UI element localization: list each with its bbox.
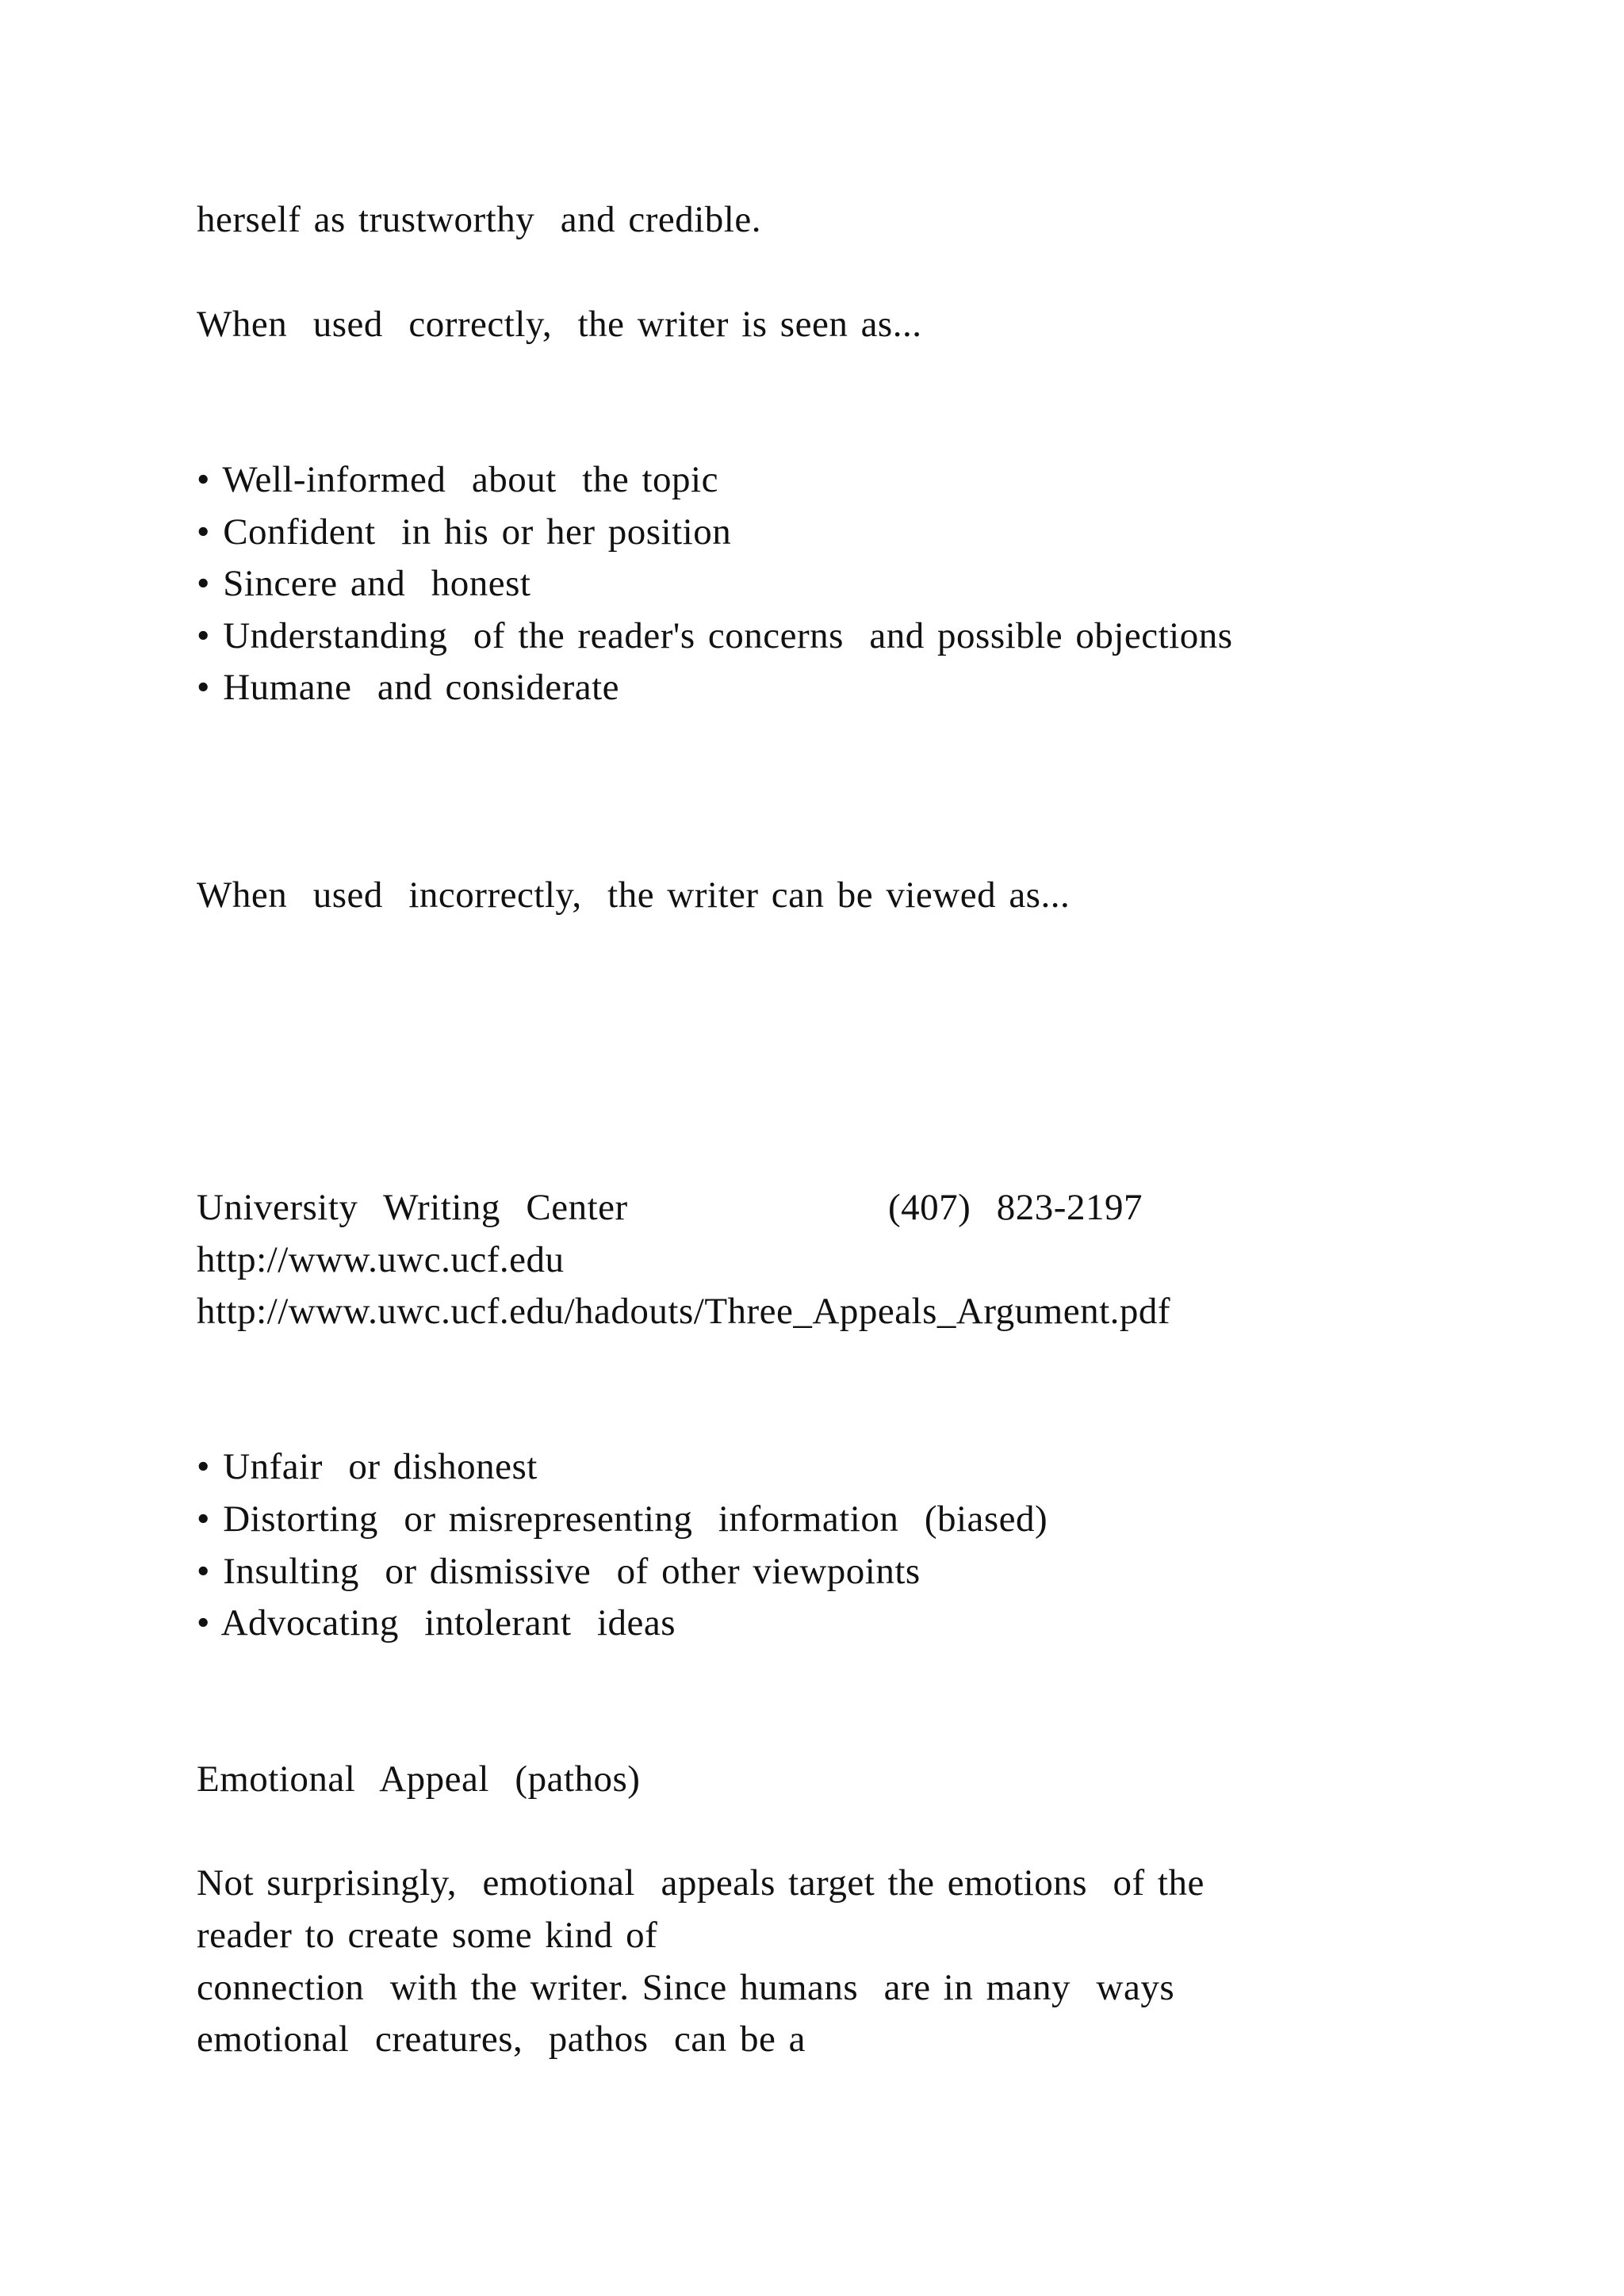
incorrect-intro: When used incorrectly, the writer can be viewed as... xyxy=(197,874,1071,916)
list-item: • Distorting or misrepresenting information (biased) xyxy=(197,1498,1048,1540)
pathos-heading: Emotional Appeal (pathos) xyxy=(197,1758,641,1800)
list-item: • Unfair or dishonest xyxy=(197,1446,538,1487)
list-item: • Understanding of the reader's concerns and possible objections xyxy=(197,615,1233,656)
intro-line-1: herself as trustworthy and credible. xyxy=(197,199,761,240)
footer-phone: (407) 823-2197 xyxy=(888,1187,1143,1228)
list-item: • Insulting or dismissive of other viewpoints xyxy=(197,1551,921,1592)
paragraph-line: connection with the writer. Since humans are in many ways xyxy=(197,1967,1175,2008)
list-item: • Advocating intolerant ideas xyxy=(197,1602,676,1644)
footer-url-1: http://www.uwc.ucf.edu xyxy=(197,1239,565,1280)
footer-url-2: http://www.uwc.ucf.edu/hadouts/Three_Appeals_Argument.pdf xyxy=(197,1291,1171,1332)
list-item: • Well-informed about the topic xyxy=(197,459,718,500)
footer-center-name: University Writing Center xyxy=(197,1187,628,1228)
intro-line-2: When used correctly, the writer is seen as... xyxy=(197,304,922,345)
list-item: • Sincere and honest xyxy=(197,563,531,604)
paragraph-line: emotional creatures, pathos can be a xyxy=(197,2019,806,2060)
list-item: • Confident in his or her position xyxy=(197,511,732,553)
paragraph-line: reader to create some kind of xyxy=(197,1915,658,1956)
list-item: • Humane and considerate xyxy=(197,667,620,708)
paragraph-line: Not surprisingly, emotional appeals target the emotions of the xyxy=(197,1862,1205,1904)
